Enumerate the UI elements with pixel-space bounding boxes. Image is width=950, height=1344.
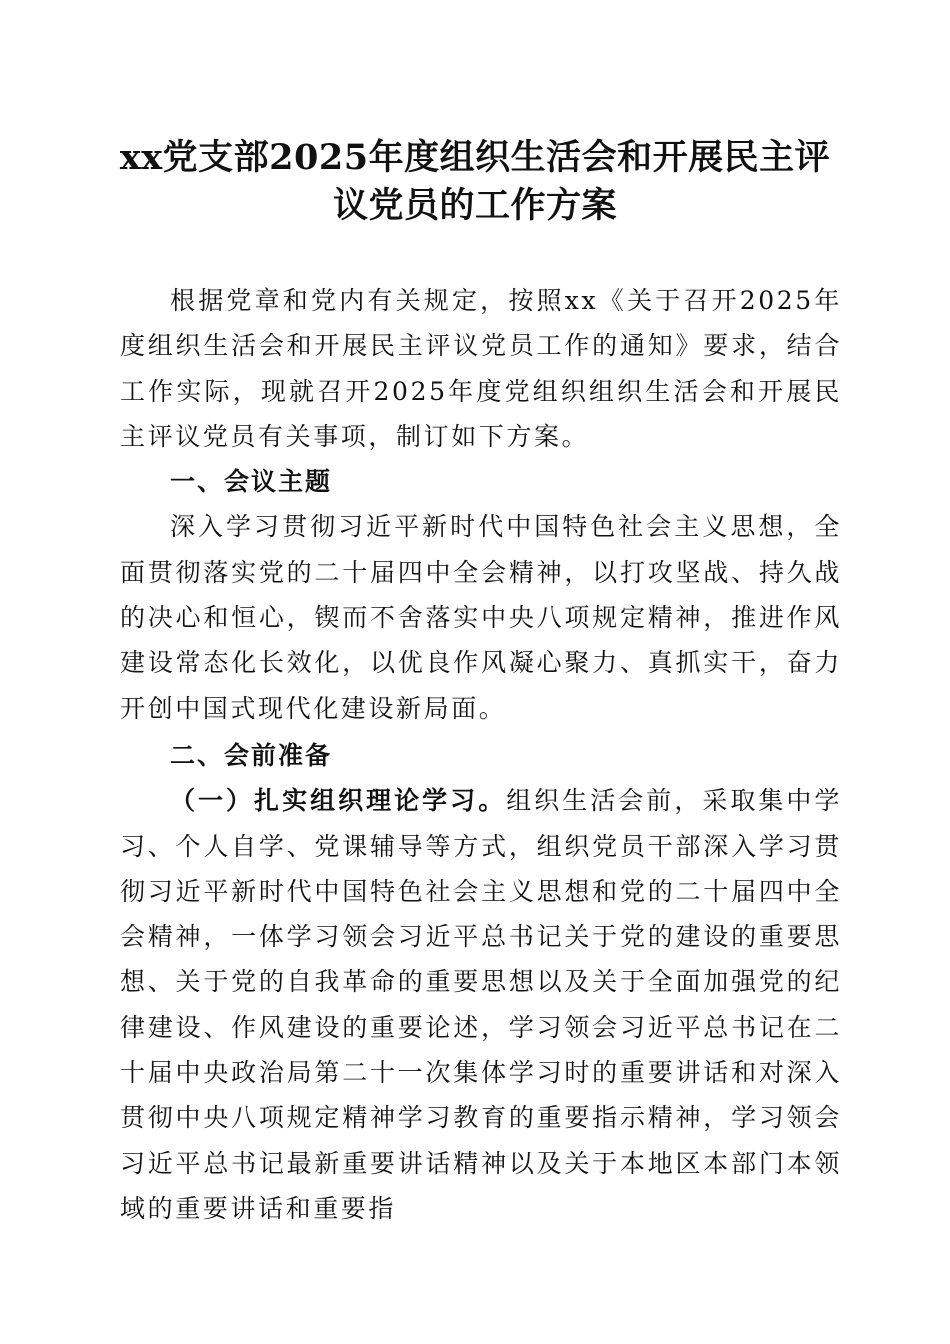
document-title [90, 134, 860, 230]
section-2-item-1-paragraph [120, 778, 842, 1231]
section-2-item-1-body: 组织生活会前，采取集中学习、个人自学、党课辅导等方式，组织党员干部深入学习贯彻习近平新时代中国特色社会主义思想和党的二十届四中全会精神，一体学习领会习近平总书记关于党的建设的重要思想、关于党的自我革命的重要思想以及关于全面加强党的纪律建设、作风建设的重要论述，学习领会习近平总书记在二十届中央政治局第二十一次集体学习时的重要讲话和对深入贯彻中央八项规定精神学习教育的重要指示精神，学习领会习近平总书记最新重要讲话精神以及关于本地区本部门本领域的重要讲话和重要指 [120, 786, 843, 1223]
section-1-heading: 一、会议主题 [170, 467, 333, 497]
document-body [120, 278, 842, 1231]
intro-paragraph: 根据党章和党内有关规定，按照xx《关于召开2025年度组织生活会和开展民主评议党员工作的通知》要求，结合工作实际，现就召开2025年度党组织组织生活会和开展民主评议党员有关事项，制订如下方案。 [120, 286, 842, 451]
section-2-heading: 二、会前准备 [170, 740, 333, 770]
title-line-2: 议党员的工作方案 [332, 185, 617, 226]
title-line-1: xx党支部2025年度组织生活会和开展民主评 [119, 137, 831, 178]
section-2-item-1-lead: （一）扎实组织理论学习。 [170, 786, 507, 816]
section-1-paragraph: 深入学习贯彻习近平新时代中国特色社会主义思想，全面贯彻落实党的二十届四中全会精神，以打攻坚战、持久战的决心和恒心，锲而不舍落实中央八项规定精神，推进作风建设常态化长效化，以优良作风凝心聚力、真抓实干，奋力开创中国式现代化建设新局面。 [120, 512, 842, 723]
